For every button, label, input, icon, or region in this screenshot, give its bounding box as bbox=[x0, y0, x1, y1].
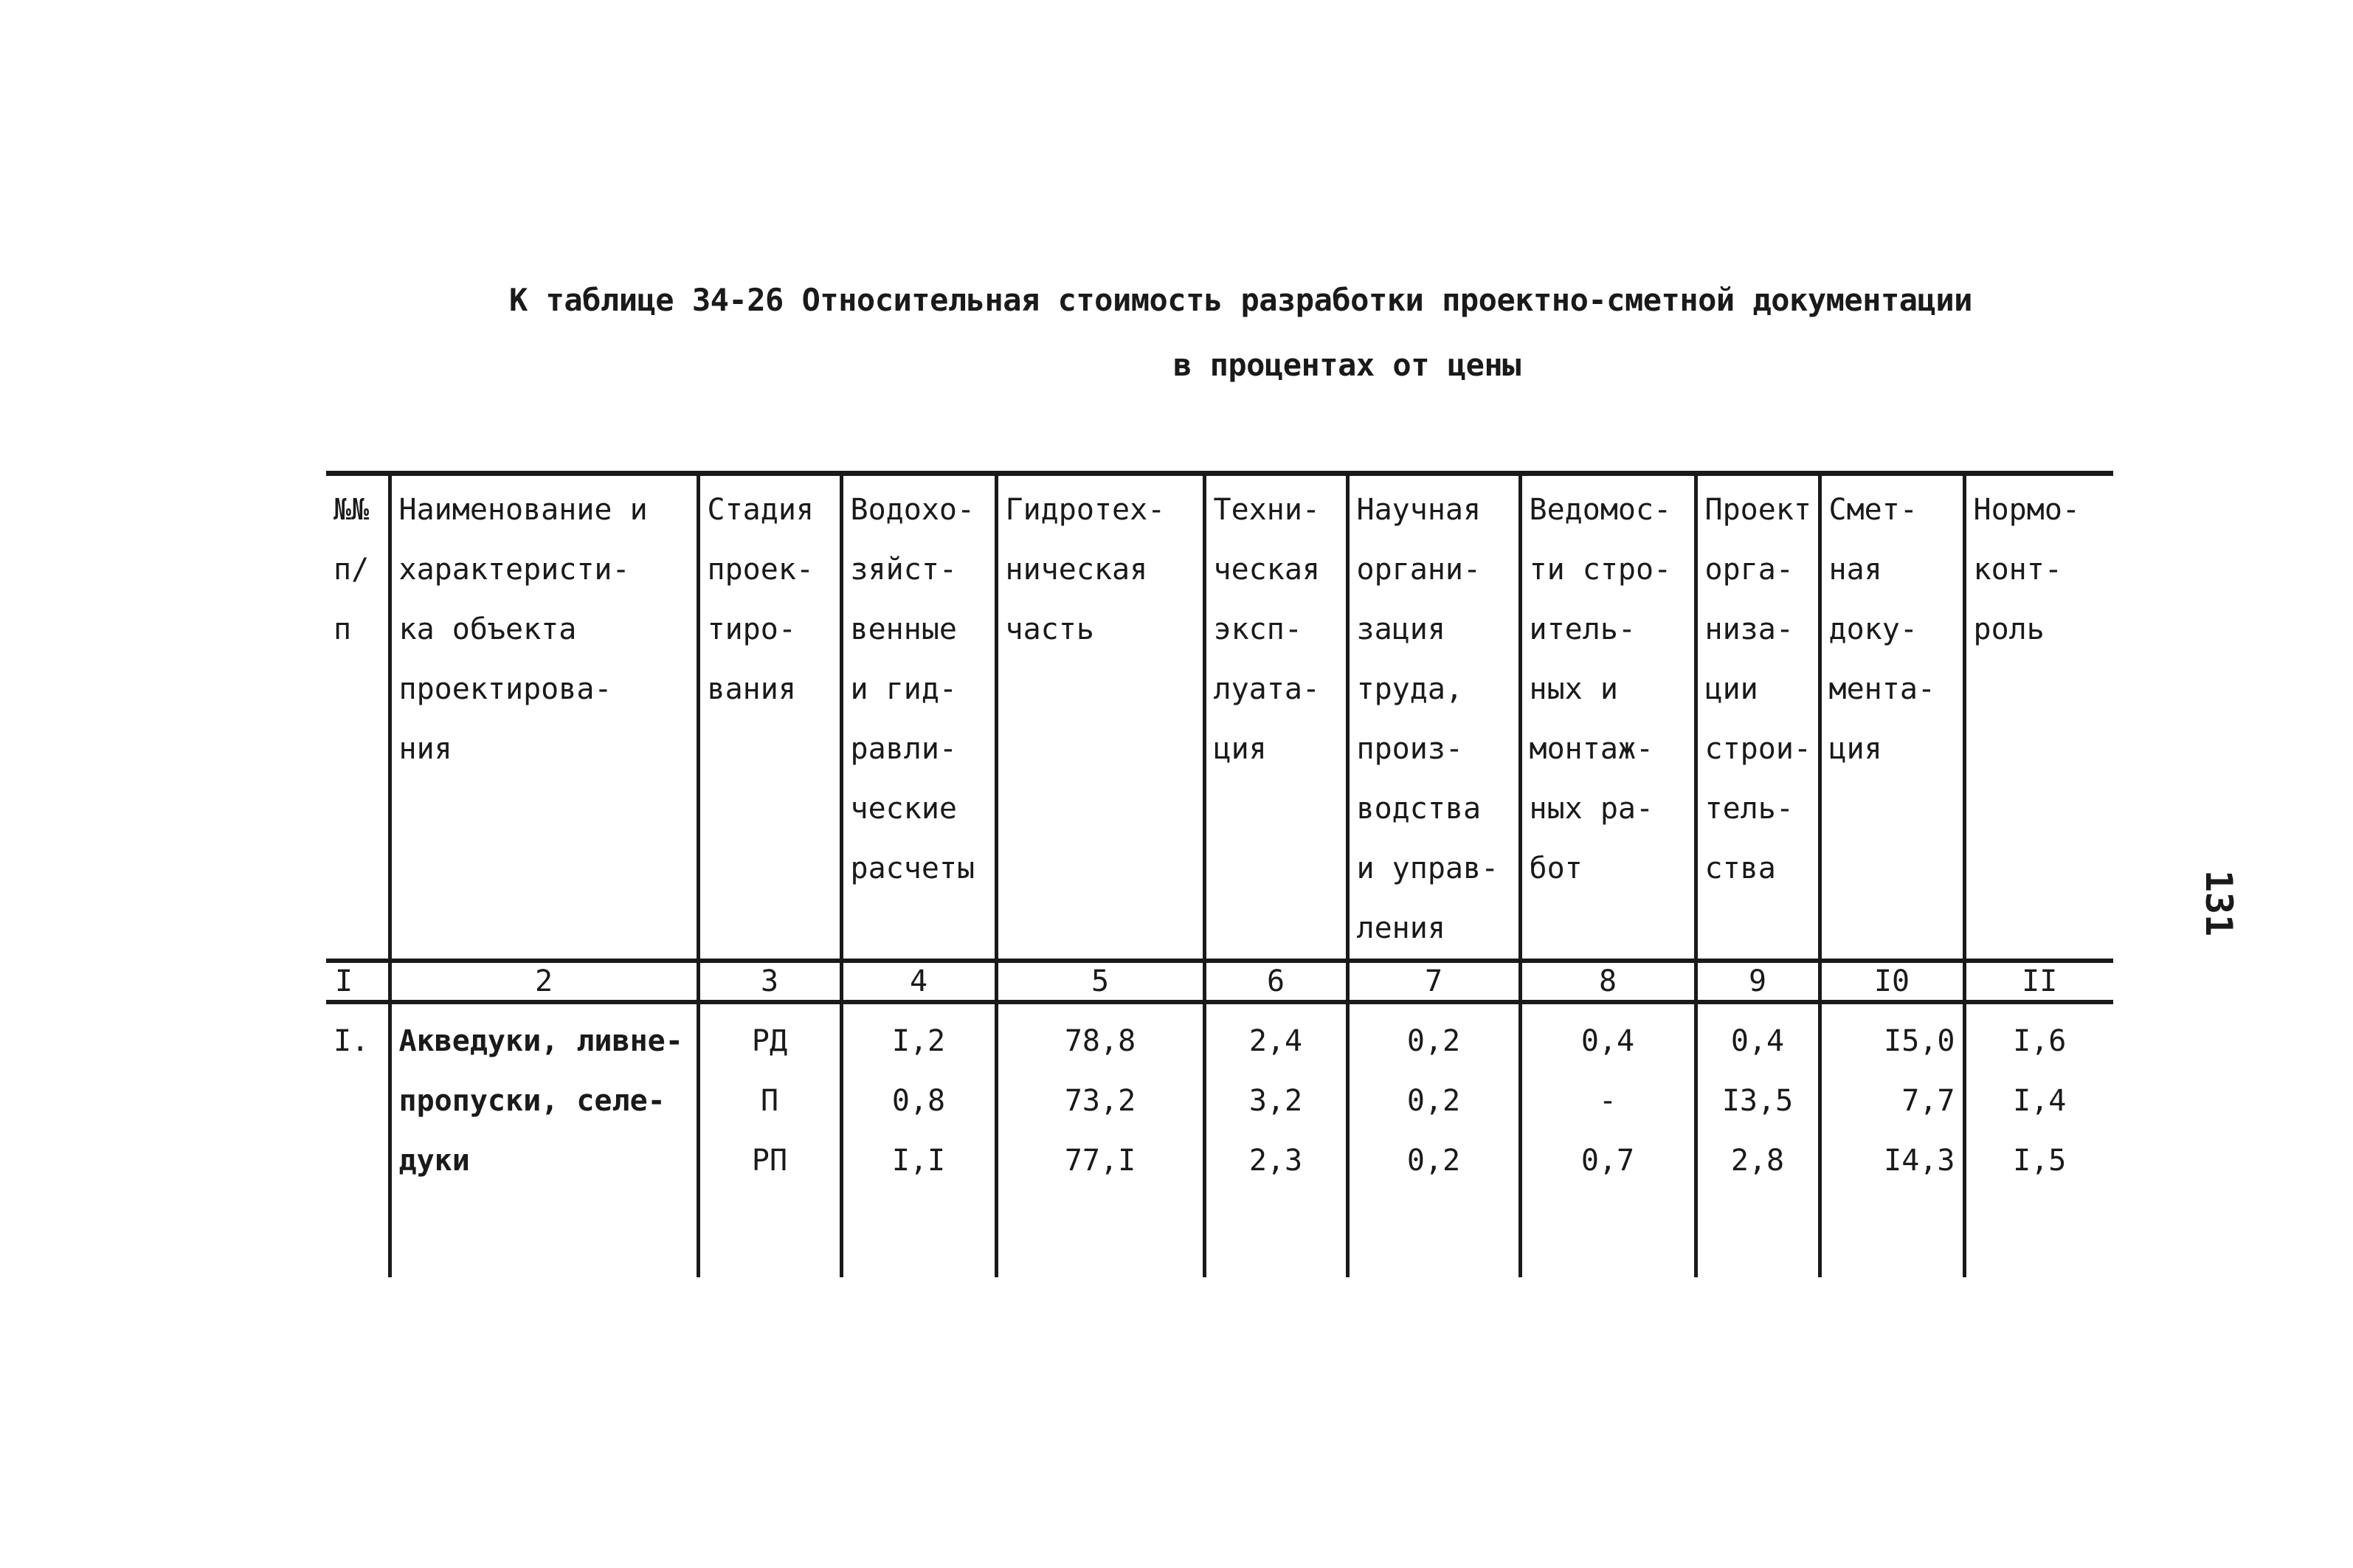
work-sheets-values: 0,4 - 0,7 bbox=[1520, 1002, 1696, 1277]
column-number: 4 bbox=[841, 961, 996, 1002]
header-cell-norm-control: Нормо- конт- роль bbox=[1964, 474, 2113, 961]
table-row bbox=[326, 1002, 2113, 1277]
header-cell-water-calc: Водохо- зяйст- венные и гид- равли- ческие расчеты bbox=[841, 474, 996, 961]
column-number: I bbox=[326, 961, 390, 1002]
estimate-values: I5,0 7,7 I4,3 bbox=[1820, 1002, 1964, 1277]
tech-operation-values: 2,4 3,2 2,3 bbox=[1204, 1002, 1347, 1277]
object-name: Акведуки, ливне- пропуски, селе- дуки bbox=[390, 1002, 698, 1277]
column-number: 6 bbox=[1204, 961, 1347, 1002]
row-number: I. bbox=[326, 1002, 390, 1277]
column-number: 8 bbox=[1520, 961, 1696, 1002]
hydrotech-values: 78,8 73,2 77,I bbox=[996, 1002, 1204, 1277]
table-title: К таблице 34-26 Относительная стоимость разработки проектно-сметной документации bbox=[509, 282, 1972, 318]
header-cell-tech-operation: Техни- ческая эксп- луата- ция bbox=[1204, 474, 1347, 961]
header-cell-scientific-org: Научная органи- зация труда, произ- водства и управ- ления bbox=[1347, 474, 1520, 961]
header-cell-hydrotech: Гидротех- ническая часть bbox=[996, 474, 1204, 961]
construction-org-values: 0,4 I3,5 2,8 bbox=[1696, 1002, 1820, 1277]
header-cell-estimate: Смет- ная доку- мента- ция bbox=[1820, 474, 1964, 961]
column-number: 7 bbox=[1347, 961, 1520, 1002]
page-number: 131 bbox=[2197, 869, 2241, 937]
column-number: 9 bbox=[1696, 961, 1820, 1002]
column-number: 2 bbox=[390, 961, 698, 1002]
header-cell-work-sheets: Ведомос- ти стро- итель- ных и монтаж- ных ра- бот bbox=[1520, 474, 1696, 961]
design-stages: РД П РП bbox=[698, 1002, 841, 1277]
cost-table bbox=[326, 471, 2113, 1277]
header-cell-number: №№ п/п bbox=[326, 474, 390, 961]
column-number-row bbox=[326, 961, 2113, 1002]
column-number: 5 bbox=[996, 961, 1204, 1002]
column-number: I0 bbox=[1820, 961, 1964, 1002]
column-number: 3 bbox=[698, 961, 841, 1002]
header-cell-construction-org: Проект орга- низа- ции строи- тель- ства bbox=[1696, 474, 1820, 961]
norm-control-values: I,6 I,4 I,5 bbox=[1964, 1002, 2113, 1277]
header-cell-name: Наименование и характеристи- ка объекта проектирова- ния bbox=[390, 474, 698, 961]
scientific-org-values: 0,2 0,2 0,2 bbox=[1347, 1002, 1520, 1277]
water-calc-values: I,2 0,8 I,I bbox=[841, 1002, 996, 1277]
header-cell-stage: Стадия проек- тиро- вания bbox=[698, 474, 841, 961]
header-row bbox=[326, 474, 2113, 961]
column-number: II bbox=[1964, 961, 2113, 1002]
table-subtitle: в процентах от цены bbox=[1173, 347, 1521, 383]
